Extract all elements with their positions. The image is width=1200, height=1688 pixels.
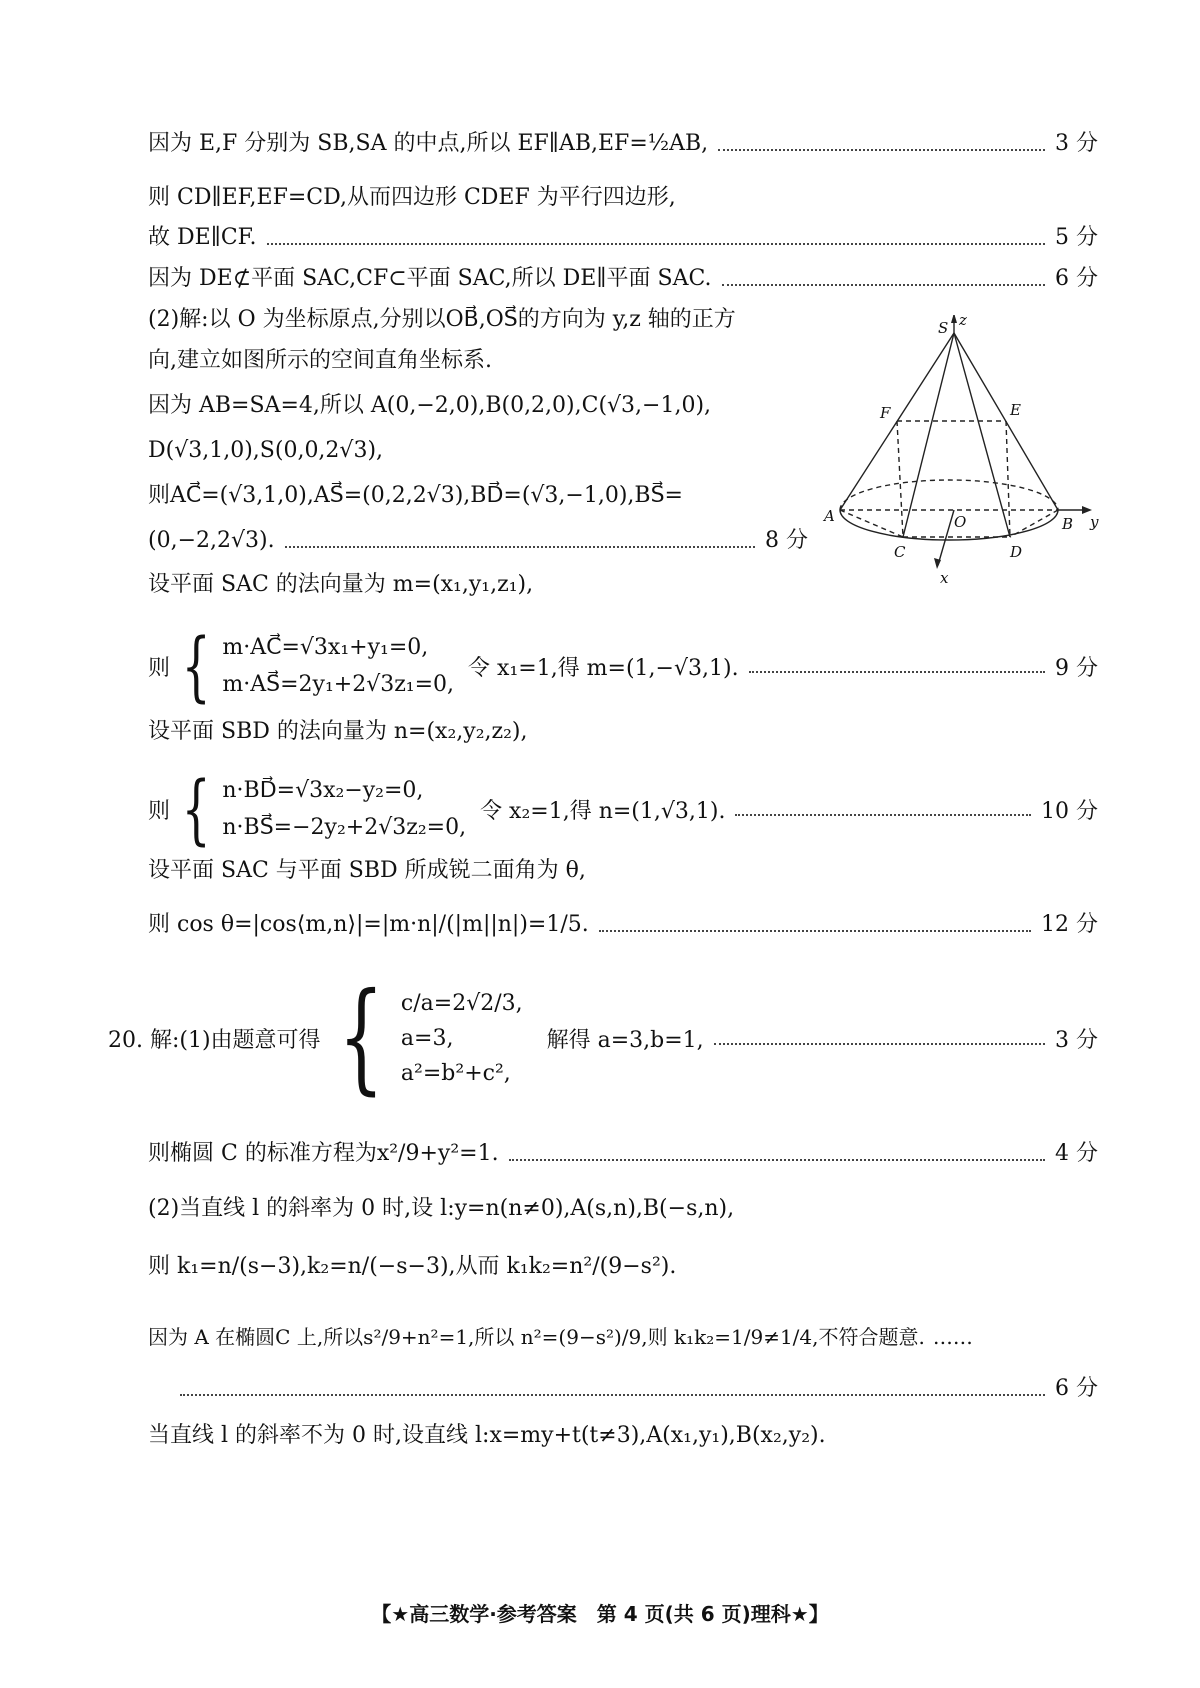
line-21 (148, 1322, 1098, 1352)
equation: n·BS⃗=−2y₂+2√3z₂=0, (222, 815, 467, 840)
line-11: 设平面 SAC 的法向量为 m=(x₁,y₁,z₁), (148, 572, 534, 597)
equation: n·BD⃗=√3x₂−y₂=0, (222, 778, 424, 803)
equation-system (222, 778, 466, 840)
line-10 (148, 526, 808, 556)
equation-system (401, 991, 523, 1086)
leader-dots (285, 546, 755, 548)
line-text: 因为 DE⊄平面 SAC,CF⊂平面 SAC,所以 DE∥平面 SAC. (148, 266, 712, 291)
label-D: D (1010, 543, 1023, 561)
leader-dots (267, 243, 1045, 245)
line-prefix: 则 (148, 655, 171, 681)
leader-dots (749, 671, 1045, 673)
label-F: F (880, 404, 891, 422)
line-13: 设平面 SBD 的法向量为 n=(x₂,y₂,z₂), (148, 719, 528, 744)
line-20: 则 k₁=n/(s−3),k₂=n/(−s−3),从而 k₁k₂=n²/(9−s²). (148, 1254, 677, 1279)
line-text: 则椭圆 C 的标准方程为x²/9+y²=1. (148, 1141, 499, 1166)
score: 6 分 (1055, 266, 1098, 291)
result-text: 解得 a=3,b=1, (546, 1027, 704, 1053)
line-text: 则 cos θ=|cos⟨m,n⟩|=|m·n|/(|m||n|)=1/5. (148, 912, 589, 937)
score: 12 分 (1041, 912, 1098, 937)
line-17 (108, 968, 1098, 1107)
leader-dots (718, 149, 1045, 151)
label-A: A (824, 507, 835, 525)
score: 9 分 (1055, 655, 1098, 681)
line-7: 因为 AB=SA=4,所以 A(0,−2,0),B(0,2,0),C(√3,−1,0), (148, 393, 712, 418)
segment-CF (897, 421, 903, 537)
leader-dots (599, 930, 1031, 932)
line-prefix: 则 (148, 798, 171, 824)
result-text: 令 x₁=1,得 m=(1,−√3,1). (468, 655, 739, 681)
label-z: z (959, 315, 967, 329)
score: 3 分 (1055, 1027, 1098, 1053)
equation: a=3, (400, 1025, 454, 1051)
line-6: 向,建立如图所示的空间直角坐标系. (148, 348, 492, 373)
line-text: 故 DE∥CF. (148, 225, 257, 250)
trailing-dots: …… (932, 1325, 973, 1349)
line-3 (148, 223, 1098, 253)
edge-SD (954, 333, 1010, 537)
equation: m·AC⃗=√3x₁+y₁=0, (222, 635, 429, 660)
brace-icon: { (181, 621, 211, 710)
label-B: B (1062, 515, 1074, 533)
result-text: 令 x₂=1,得 n=(1,√3,1). (480, 798, 726, 824)
line-22 (180, 1374, 1098, 1404)
brace-icon: { (337, 968, 384, 1107)
line-14 (148, 764, 1098, 853)
segment-AC (840, 510, 903, 537)
equation: a²=b²+c², (400, 1060, 511, 1086)
score: 3 分 (1055, 131, 1098, 156)
base-back (840, 480, 1058, 510)
edge-SC (903, 333, 954, 537)
line-18 (148, 1139, 1098, 1169)
line-2: 则 CD∥EF,EF=CD,从而四边形 CDEF 为平行四边形, (148, 185, 676, 210)
line-text: 因为 A 在椭圆C 上,所以s²/9+n²=1,所以 n²=(9−s²)/9,则 k₁k₂=1/9≠1/4,不符合题意. (148, 1325, 925, 1349)
label-y: y (1090, 513, 1099, 531)
line-8: D(√3,1,0),S(0,0,2√3), (148, 438, 384, 463)
leader-dots (509, 1159, 1045, 1161)
line-19: (2)当直线 l 的斜率为 0 时,设 l:y=n(n≠0),A(s,n),B(−s,n), (148, 1196, 735, 1221)
line-4 (148, 264, 1098, 294)
segment-DE (1006, 421, 1010, 537)
problem-prefix: 20. 解:(1)由题意可得 (108, 1027, 321, 1053)
score: 5 分 (1055, 225, 1098, 250)
z-arrow-icon (951, 315, 957, 323)
score: 4 分 (1055, 1141, 1098, 1166)
leader-dots (722, 284, 1046, 286)
brace-icon: { (181, 764, 211, 853)
line-23: 当直线 l 的斜率不为 0 时,设直线 l:x=my+t(t≠3),A(x₁,y₁),B(x₂,y₂). (148, 1423, 826, 1448)
label-S: S (938, 319, 949, 337)
label-O: O (954, 513, 967, 531)
equation-system (222, 635, 454, 697)
page-footer: 【★高三数学·参考答案 第 4 页(共 6 页)理科★】 (371, 1602, 829, 1626)
line-5: (2)解:以 O 为坐标原点,分别以OB⃗,OS⃗的方向为 y,z 轴的正方 (148, 307, 736, 332)
cone-figure (820, 315, 1120, 625)
label-E: E (1010, 401, 1021, 419)
line-9: 则AC⃗=(√3,1,0),AS⃗=(0,2,2√3),BD⃗=(√3,−1,0),BS⃗= (148, 483, 683, 508)
equation: m·AS⃗=2y₁+2√3z₁=0, (222, 672, 455, 697)
line-text: 因为 E,F 分别为 SB,SA 的中点,所以 EF∥AB,EF=½AB, (148, 131, 709, 156)
line-16 (148, 910, 1098, 940)
score: 10 分 (1041, 798, 1098, 824)
score: 6 分 (1055, 1376, 1098, 1401)
line-15: 设平面 SAC 与平面 SBD 所成锐二面角为 θ, (148, 858, 586, 883)
segment-BD (1010, 510, 1058, 537)
leader-dots (735, 814, 1031, 816)
label-C: C (894, 543, 906, 561)
line-1 (148, 129, 1098, 159)
line-12 (148, 621, 1098, 710)
leader-dots (180, 1394, 1045, 1396)
label-x: x (940, 569, 949, 587)
line-text: (0,−2,2√3). (148, 528, 275, 553)
score: 8 分 (765, 528, 808, 553)
leader-dots (714, 1043, 1045, 1045)
equation: c/a=2√2/3, (400, 990, 523, 1016)
